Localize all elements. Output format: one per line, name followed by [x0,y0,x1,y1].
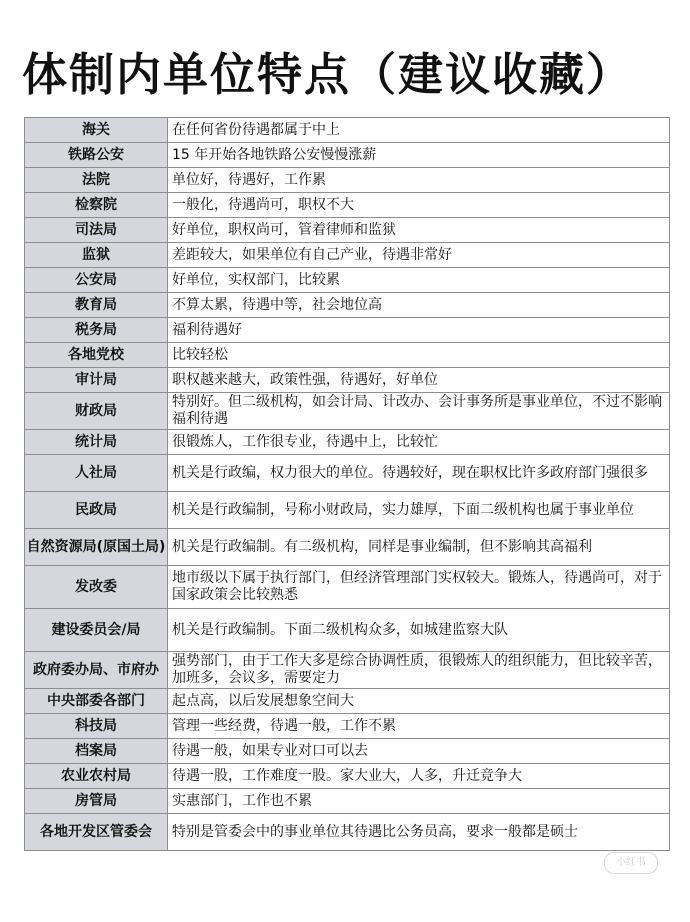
unit-description: 机关是行政编制，号称小财政局，实力雄厚，下面二级机构也属于事业单位 [168,492,670,529]
unit-name: 中央部委各部门 [25,689,168,714]
watermark-logo: 小红书 [604,852,658,874]
table-row [25,368,670,393]
unit-description: 在任何省份待遇都属于中上 [168,118,670,143]
table-row [25,343,670,368]
unit-name: 建设委员会/局 [25,609,168,652]
table-row [25,529,670,566]
unit-name: 法院 [25,168,168,193]
page-title: 体制内单位特点（建议收藏） [22,48,634,101]
unit-description: 机关是行政编，权力很大的单位。待遇较好，现在职权比许多政府部门强很多 [168,455,670,492]
table-row [25,193,670,218]
table-row [25,293,670,318]
unit-description: 待遇一般，如果专业对口可以去 [168,739,670,764]
unit-name: 自然资源局(原国土局) [25,529,168,566]
unit-description: 特别是管委会中的事业单位其待遇比公务员高，要求一般都是硕士 [168,814,670,851]
table-row [25,764,670,789]
table-row [25,268,670,293]
unit-name: 教育局 [25,293,168,318]
table-row [25,652,670,689]
table-row [25,393,670,430]
unit-description: 单位好，待遇好，工作累 [168,168,670,193]
unit-name: 房管局 [25,789,168,814]
unit-description: 机关是行政编制。下面二级机构众多，如城建监察大队 [168,609,670,652]
table-row [25,430,670,455]
unit-description: 很锻炼人，工作很专业，待遇中上，比较忙 [168,430,670,455]
unit-description: 实惠部门，工作也不累 [168,789,670,814]
unit-description: 强势部门，由于工作大多是综合协调性质，很锻炼人的组织能力，但比较辛苦，加班多，会议多，需要定力 [168,652,670,689]
unit-description: 一般化，待遇尚可，职权不大 [168,193,670,218]
table-row [25,455,670,492]
unit-name: 税务局 [25,318,168,343]
table-row [25,714,670,739]
unit-description: 管理一些经费，待遇一般，工作不累 [168,714,670,739]
unit-name: 检察院 [25,193,168,218]
unit-name: 海关 [25,118,168,143]
unit-description: 不算太累，待遇中等，社会地位高 [168,293,670,318]
table-row [25,143,670,168]
table-row [25,739,670,764]
unit-name: 发改委 [25,566,168,609]
unit-name: 铁路公安 [25,143,168,168]
table-row [25,789,670,814]
table-row [25,689,670,714]
unit-table [24,117,670,851]
unit-name: 公安局 [25,268,168,293]
unit-name: 档案局 [25,739,168,764]
unit-name: 审计局 [25,368,168,393]
table-row [25,566,670,609]
table-row [25,814,670,851]
unit-description: 好单位，职权尚可，管着律师和监狱 [168,218,670,243]
unit-name: 民政局 [25,492,168,529]
unit-name: 科技局 [25,714,168,739]
unit-name: 各地党校 [25,343,168,368]
unit-description: 职权越来越大，政策性强，待遇好，好单位 [168,368,670,393]
unit-name: 财政局 [25,393,168,430]
unit-description: 好单位，实权部门，比较累 [168,268,670,293]
unit-description: 机关是行政编制。有二级机构，同样是事业编制，但不影响其高福利 [168,529,670,566]
unit-description: 差距较大，如果单位有自己产业，待遇非常好 [168,243,670,268]
unit-name: 司法局 [25,218,168,243]
unit-description: 比较轻松 [168,343,670,368]
unit-description: 特别好。但二级机构，如会计局、计改办、会计事务所是事业单位，不过不影响福利待遇 [168,393,670,430]
unit-name: 监狱 [25,243,168,268]
unit-name: 农业农村局 [25,764,168,789]
table-row [25,243,670,268]
unit-description: 福利待遇好 [168,318,670,343]
table-row [25,318,670,343]
unit-description: 待遇一股，工作难度一股。家大业大，人多，升迁竞争大 [168,764,670,789]
table-row [25,492,670,529]
unit-name: 统计局 [25,430,168,455]
unit-name: 政府委办局、市府办 [25,652,168,689]
table-row [25,218,670,243]
unit-name: 人社局 [25,455,168,492]
unit-description: 起点高，以后发展想象空间大 [168,689,670,714]
unit-name: 各地开发区管委会 [25,814,168,851]
table-row [25,168,670,193]
table-row [25,118,670,143]
table-row [25,609,670,652]
unit-description: 15 年开始各地铁路公安慢慢涨薪 [168,143,670,168]
unit-description: 地市级以下属于执行部门，但经济管理部门实权较大。锻炼人，待遇尚可，对于国家政策会比较熟悉 [168,566,670,609]
